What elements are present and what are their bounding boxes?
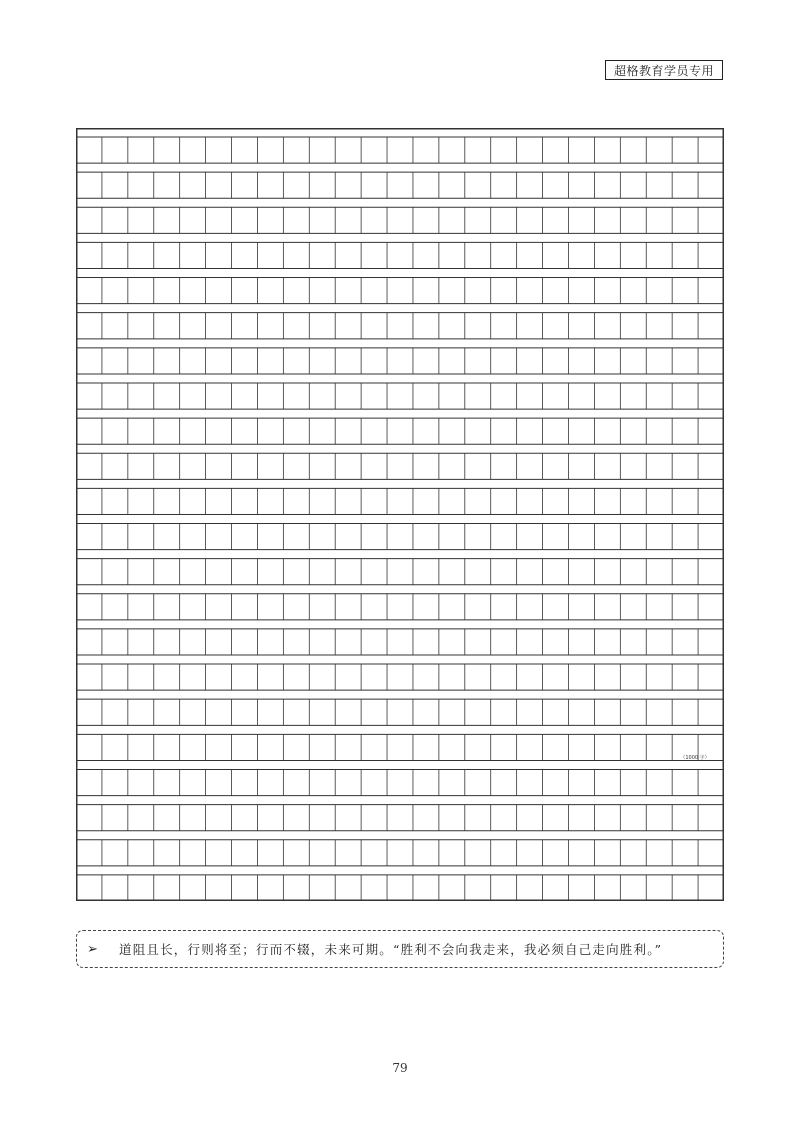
writing-grid-svg <box>76 128 724 901</box>
word-count-mark: （1000 字） <box>680 755 710 761</box>
writing-grid <box>76 128 724 901</box>
header-tag: 超格教育学员专用 <box>605 60 723 80</box>
page-number: 79 <box>392 1061 408 1075</box>
motto-box <box>76 930 724 968</box>
motto-text: 道阻且长，行则将至；行而不辍，未来可期。“胜利不会向我走来，我必须自己走向胜利。” <box>119 942 663 957</box>
arrow-bullet-icon: ➢ <box>87 941 98 957</box>
